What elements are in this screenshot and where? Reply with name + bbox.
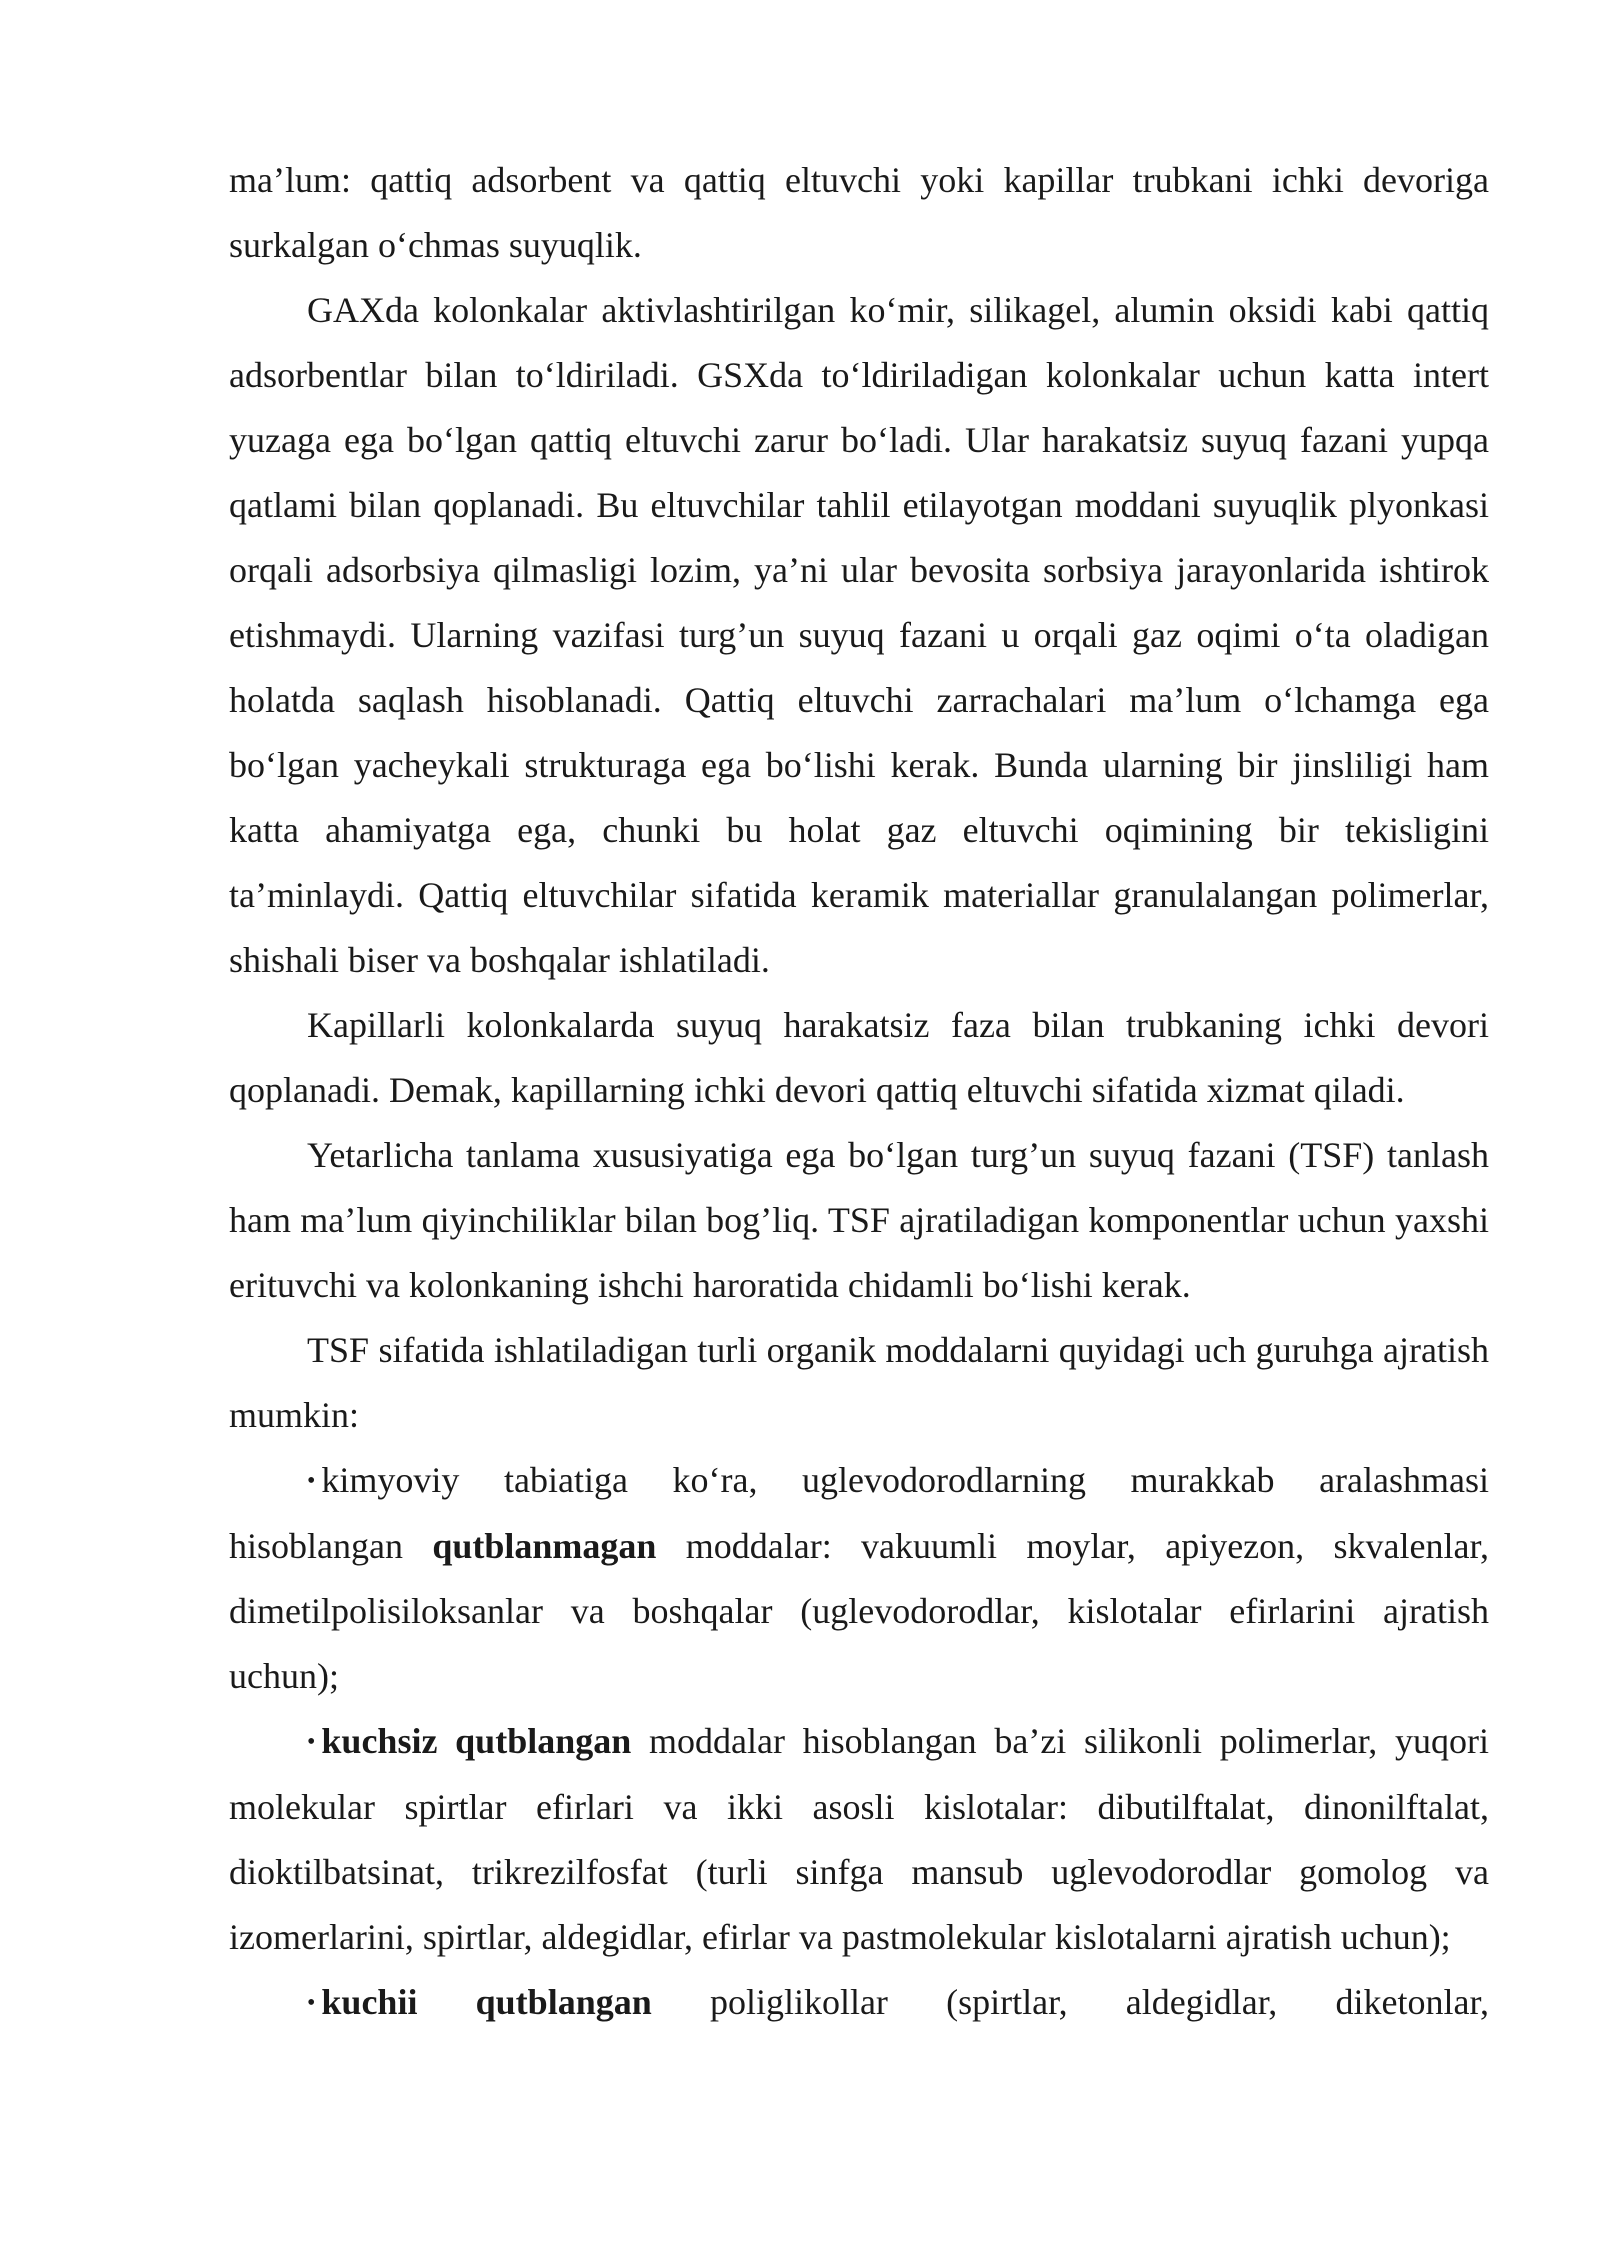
document-page [229, 148, 1489, 2036]
bullet-term: kuchsiz qutblangan [321, 1721, 632, 1761]
bullet-item-1 [229, 1448, 1489, 1709]
bullet-term: kuchii qutblangan [321, 1982, 652, 2022]
bullet-text-post: moddalar: vakuumli moylar, apiyezon, skvalenlar, dimetilpolisiloksanlar va boshqalar (uglevodorodlar, kislotalar efirlarini ajratish uchun); [229, 1526, 1489, 1696]
paragraph-5: TSF sifatida ishlatiladigan turli organik moddalarni quyidagi uch guruhga ajratish mumkin: [229, 1330, 1489, 1435]
bullet-icon: • [307, 1990, 316, 2016]
bullet-icon: • [307, 1729, 316, 1755]
bullet-text-post: moddalar hisoblangan ba’zi silikonli polimerlar, yuqori molekular spirtlar efirlari va ikki asosli kislotalar: dibutilftalat, dinonilftalat, dioktilbatsinat, trikrezilfosfat (turli sinfga mansub uglevodorodlar gomolog va izomerlarini, spirtlar, aldegidlar, efirlar va pastmolekular kislotalarni ajratish uchun); [229, 1721, 1489, 1957]
paragraph-1: ma’lum: qattiq adsorbent va qattiq eltuvchi yoki kapillar trubkani ichki devoriga surkalgan o‘chmas suyuqlik. [229, 160, 1489, 265]
paragraph-4: Yetarlicha tanlama xususiyatiga ega bo‘lgan turg’un suyuq fazani (TSF) tanlash ham ma’lum qiyinchiliklar bilan bog’liq. TSF ajratiladigan komponentlar uchun yaxshi erituvchi va kolonkaning ishchi haroratida chidamli bo‘lishi kerak. [229, 1135, 1489, 1305]
bullet-item-2 [229, 1709, 1489, 1970]
bullet-item-3 [229, 1970, 1489, 2036]
bullet-text-post: poliglikollar (spirtlar, aldegidlar, diketonlar, [651, 1982, 1489, 2022]
bullet-term: qutblanmagan [432, 1526, 657, 1566]
bullet-icon: • [307, 1468, 316, 1494]
paragraph-3: Kapillarli kolonkalarda suyuq harakatsiz faza bilan trubkaning ichki devori qoplanadi. Demak, kapillarning ichki devori qattiq eltuvchi sifatida xizmat qiladi. [229, 1005, 1489, 1110]
bullet-text-pre: kimyoviy tabiatiga ko‘ra, uglevodorodlarning murakkab aralashmasi hisoblangan [229, 1460, 1489, 1566]
paragraph-2: GAXda kolonkalar aktivlashtirilgan ko‘mir, silikagel, alumin oksidi kabi qattiq adsorbentlar bilan to‘ldiriladi. GSXda to‘ldiriladigan kolonkalar uchun katta intert yuzaga ega bo‘lgan qattiq eltuvchi zarur bo‘ladi. Ular harakatsiz suyuq fazani yupqa qatlami bilan qoplanadi. Bu eltuvchilar tahlil etilayotgan moddani suyuqlik plyonkasi orqali adsorbsiya qilmasligi lozim, ya’ni ular bevosita sorbsiya jarayonlarida ishtirok etishmaydi. Ularning vazifasi turg’un suyuq fazani u orqali gaz oqimi o‘ta oladigan holatda saqlash hisoblanadi. Qattiq eltuvchi zarrachalari ma’lum o‘lchamga ega bo‘lgan yacheykali strukturaga ega bo‘lishi kerak. Bunda ularning bir jinsliligi ham katta ahamiyatga ega, chunki bu holat gaz eltuvchi oqimining bir tekisligini ta’minlaydi. Qattiq eltuvchilar sifatida keramik materiallar granulalangan polimerlar, shishali biser va boshqalar ishlatiladi. [229, 290, 1489, 980]
